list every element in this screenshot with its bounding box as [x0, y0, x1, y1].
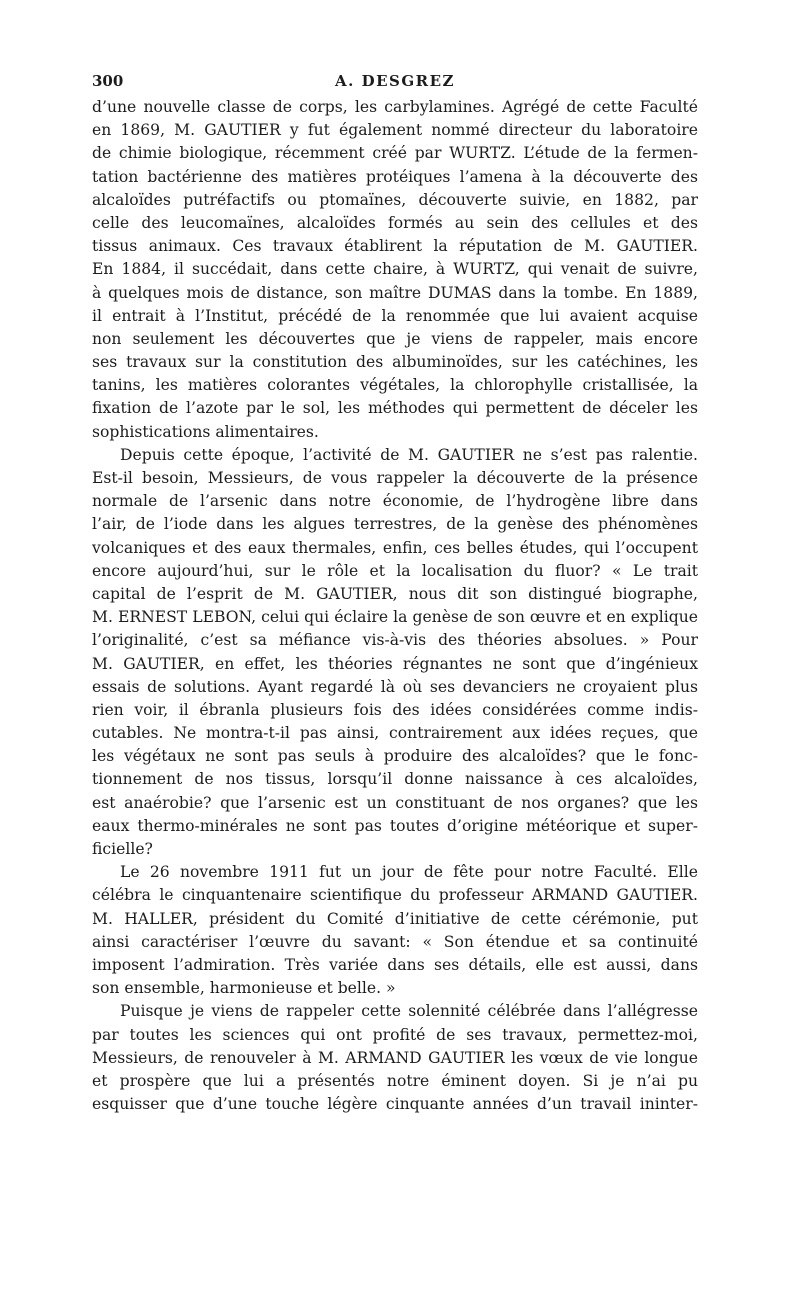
text-line: d’une nouvelle classe de corps, les carbylamines. Agrégé de cette Faculté — [92, 98, 698, 116]
text-line: imposent l’admiration. Très variée dans ses détails, elle est aussi, dans — [92, 955, 698, 974]
text-line: non seulement les découvertes que je viens de rappeler, mais encore — [92, 329, 698, 348]
text-line: volcaniques et des eaux thermales, enfin, ces belles études, qui l’occupent — [92, 538, 698, 557]
text-line: eaux thermo-minérales ne sont pas toutes d’origine météorique et super- — [92, 816, 698, 835]
text-line: ses travaux sur la constitution des albuminoïdes, sur les catéchines, les — [92, 353, 698, 372]
paragraph-first-line: Puisque je viens de rappeler cette solennité célébrée dans l’allégresse — [120, 1002, 698, 1021]
text-line: Est-il besoin, Messieurs, de vous rappeler la découverte de la présence — [92, 469, 698, 487]
text-line: essais de solutions. Ayant regardé là où ses devanciers ne croyaient plus — [92, 677, 698, 696]
text-line: l’air, de l’iode dans les algues terrestres, de la genèse des phénomènes — [92, 515, 698, 534]
text-line: M. GAUTIER, en effet, les théories régnantes ne sont que d’ingénieux — [92, 654, 698, 673]
text-line: ainsi caractériser l’œuvre du savant: « Son étendue et sa continuité — [92, 932, 698, 951]
text-line: rien voir, il ébranla plusieurs fois des idées considérées comme indis- — [92, 700, 698, 719]
text-line: cutables. Ne montra-t-il pas ainsi, contrairement aux idées reçues, que — [92, 724, 698, 743]
text-line: M. HALLER, président du Comité d’initiative de cette cérémonie, put — [92, 909, 698, 928]
running-title: A. DESGREZ — [334, 72, 455, 90]
text-line: esquisser que d’une touche légère cinquante années d’un travail ininter- — [92, 1095, 698, 1114]
text-line: Messieurs, de renouveler à M. ARMAND GAUTIER les vœux de vie longue — [92, 1048, 698, 1067]
text-line: tation bactérienne des matières protéiques l’amena à la découverte des — [92, 167, 698, 186]
body-text — [92, 96, 698, 1116]
text-line: l’originalité, c’est sa méfiance vis-à-vis des théories absolues. » Pour — [92, 631, 698, 650]
text-line: célébra le cinquantenaire scientifique du professeur ARMAND GAUTIER. — [92, 886, 698, 905]
text-line: alcaloïdes putréfactifs ou ptomaïnes, découverte suivie, en 1882, par — [92, 190, 698, 209]
text-line: et prospère que lui a présentés notre éminent doyen. Si je n’ai pu — [92, 1071, 698, 1090]
page-number: 300 — [92, 72, 124, 90]
text-line: capital de l’esprit de M. GAUTIER, nous dit son distingué biographe, — [92, 584, 698, 603]
text-line: en 1869, M. GAUTIER y fut également nommé directeur du laboratoire — [92, 121, 698, 140]
paragraph-first-line: Depuis cette époque, l’activité de M. GAUTIER ne s’est pas ralentie. — [120, 445, 698, 464]
text-line: tissus animaux. Ces travaux établirent la réputation de M. GAUTIER. — [92, 237, 698, 256]
text-line: M. ERNEST LEBON, celui qui éclaire la genèse de son œuvre et en explique — [92, 608, 698, 627]
book-page — [92, 62, 698, 1116]
text-line: est anaérobie? que l’arsenic est un constituant de nos organes? que les — [92, 793, 698, 812]
text-line: de chimie biologique, récemment créé par WURTZ. L’étude de la fermen- — [92, 144, 698, 163]
text-line: à quelques mois de distance, son maître DUMAS dans la tombe. En 1889, — [92, 283, 698, 302]
text-line: celle des leucomaïnes, alcaloïdes formés au sein des cellules et des — [92, 213, 698, 232]
text-line: normale de l’arsenic dans notre économie, de l’hydrogène libre dans — [92, 492, 698, 511]
text-line: tanins, les matières colorantes végétales, la chlorophylle cristallisée, la — [92, 376, 698, 395]
text-line: les végétaux ne sont pas seuls à produire des alcaloïdes? que le fonc- — [92, 747, 698, 766]
text-line: tionnement de nos tissus, lorsqu’il donne naissance à ces alcaloïdes, — [92, 770, 698, 789]
paragraph-end-line: ficielle? — [92, 840, 153, 858]
text-line: encore aujourd’hui, sur le rôle et la localisation du fluor? « Le trait — [92, 561, 698, 580]
paragraph-end-line: son ensemble, harmonieuse et belle. » — [92, 979, 396, 998]
running-header — [92, 62, 698, 92]
text-line: par toutes les sciences qui ont profité de ses travaux, permettez-moi, — [92, 1025, 698, 1044]
text-line: fixation de l’azote par le sol, les méthodes qui permettent de déceler les — [92, 399, 698, 418]
paragraph-end-line: sophistications alimentaires. — [92, 422, 319, 441]
text-line: il entrait à l’Institut, précédé de la renommée que lui avaient acquise — [92, 306, 698, 325]
paragraph-first-line: Le 26 novembre 1911 fut un jour de fête pour notre Faculté. Elle — [120, 863, 698, 882]
text-line: En 1884, il succédait, dans cette chaire, à WURTZ, qui venait de suivre, — [92, 260, 698, 279]
